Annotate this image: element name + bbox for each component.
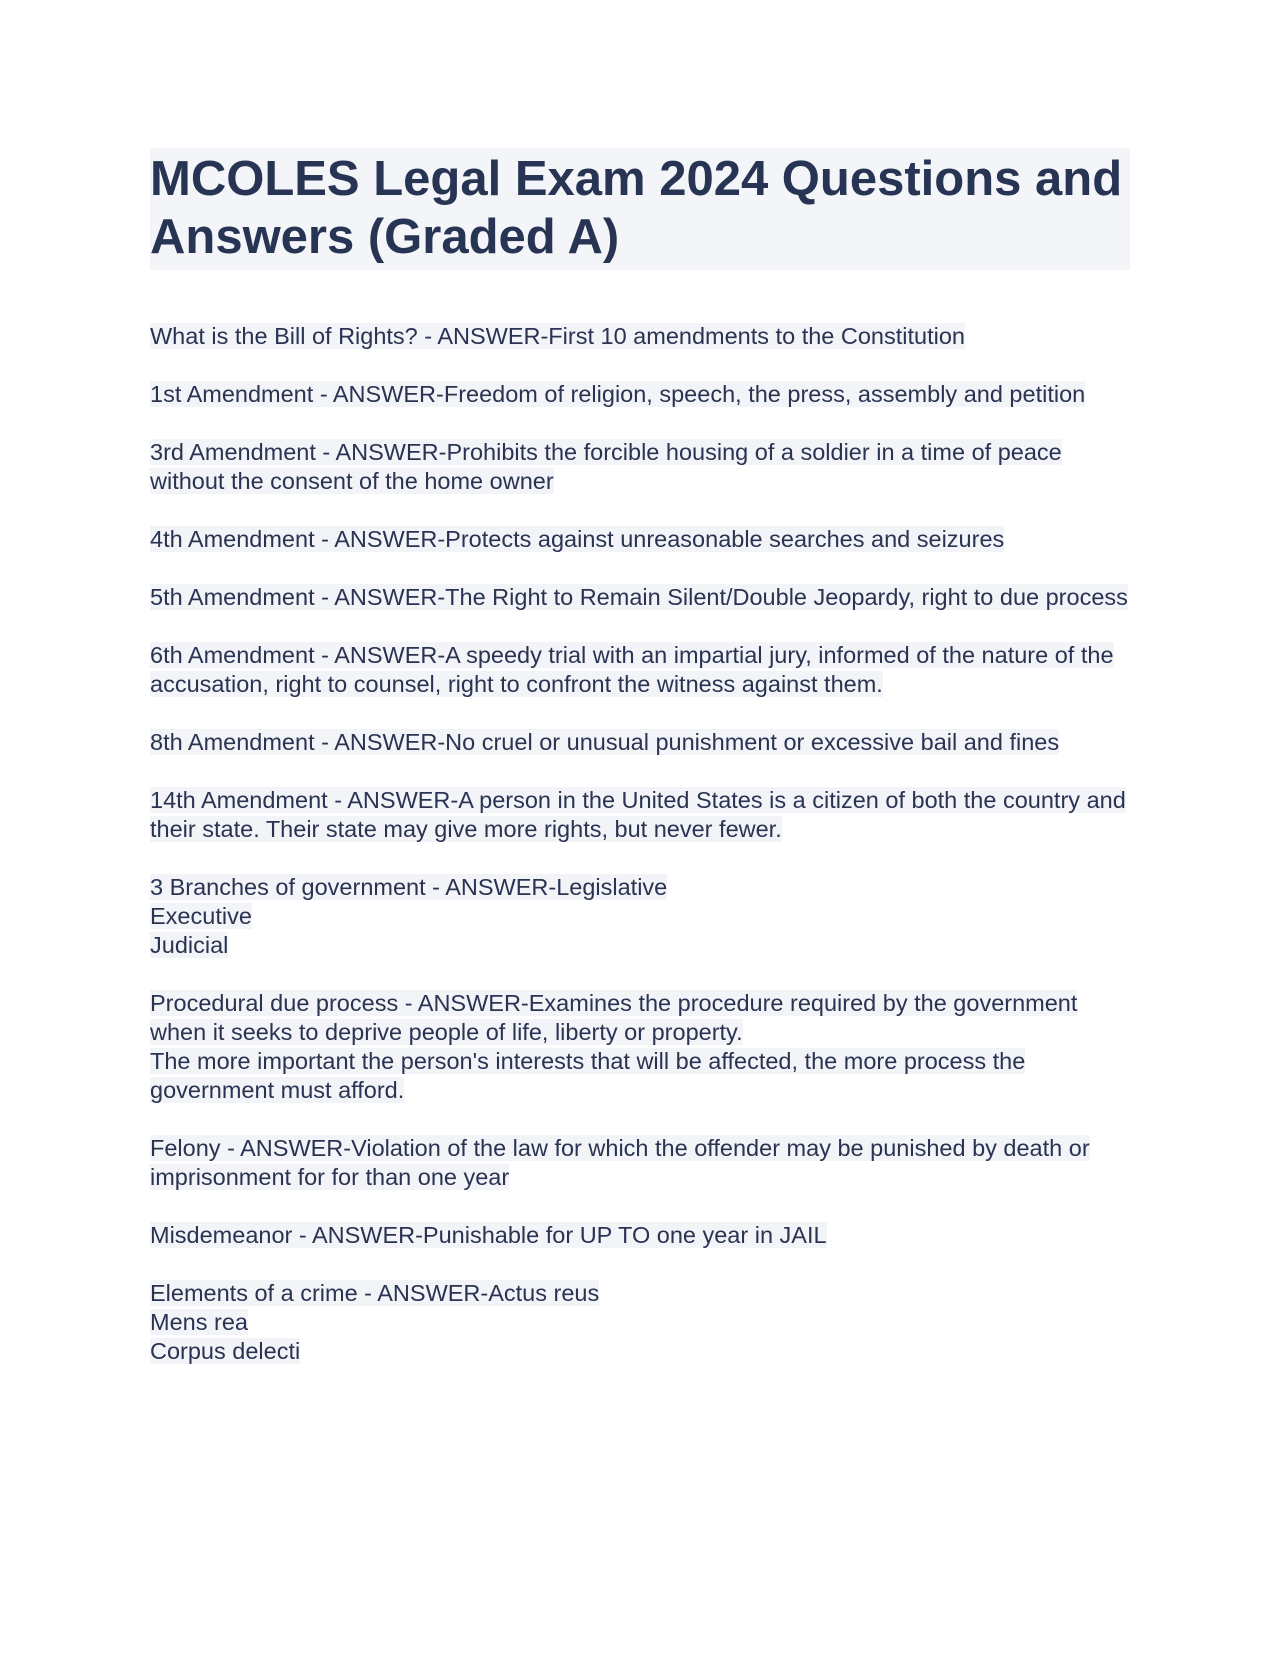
qa-question-answer xyxy=(150,641,1130,699)
qa-question-answer xyxy=(150,1221,1130,1250)
qa-text: 3rd Amendment - ANSWER-Prohibits the forcible housing of a soldier in a time of peace without the consent of the home owner xyxy=(150,439,1062,494)
qa-text: 5th Amendment - ANSWER-The Right to Remain Silent/Double Jeopardy, right to due process xyxy=(150,584,1128,610)
qa-text: 4th Amendment - ANSWER-Protects against unreasonable searches and seizures xyxy=(150,526,1005,552)
qa-entry xyxy=(150,786,1130,844)
qa-question-answer xyxy=(150,989,1130,1047)
qa-text: 1st Amendment - ANSWER-Freedom of religion, speech, the press, assembly and petition xyxy=(150,381,1086,407)
qa-answer-continuation xyxy=(150,1308,1130,1337)
qa-list xyxy=(150,322,1130,1366)
qa-entry xyxy=(150,525,1130,554)
document-page xyxy=(150,148,1130,1395)
qa-answer-continuation xyxy=(150,931,1130,960)
qa-text: Elements of a crime - ANSWER-Actus reus xyxy=(150,1280,600,1306)
qa-text: 3 Branches of government - ANSWER-Legislative xyxy=(150,874,668,900)
qa-question-answer xyxy=(150,1134,1130,1192)
qa-question-answer xyxy=(150,525,1130,554)
document-title: MCOLES Legal Exam 2024 Questions and Answers (Graded A) xyxy=(150,152,1123,264)
qa-question-answer xyxy=(150,873,1130,902)
qa-entry xyxy=(150,380,1130,409)
qa-text: The more important the person's interests that will be affected, the more process the government must afford. xyxy=(150,1048,1026,1103)
qa-text: Felony - ANSWER-Violation of the law for which the offender may be punished by death or imprisonment for for than one year xyxy=(150,1135,1090,1190)
qa-entry xyxy=(150,322,1130,351)
qa-entry xyxy=(150,728,1130,757)
qa-question-answer xyxy=(150,380,1130,409)
qa-entry xyxy=(150,1279,1130,1366)
qa-text: 14th Amendment - ANSWER-A person in the United States is a citizen of both the country and their state. Their state may give more rights, but never fewer. xyxy=(150,787,1126,842)
qa-text: Executive xyxy=(150,903,252,929)
qa-answer-continuation xyxy=(150,902,1130,931)
qa-question-answer xyxy=(150,583,1130,612)
qa-entry xyxy=(150,583,1130,612)
qa-text: Procedural due process - ANSWER-Examines the procedure required by the government when it seeks to deprive people of life, liberty or property. xyxy=(150,990,1078,1045)
qa-text: What is the Bill of Rights? - ANSWER-First 10 amendments to the Constitution xyxy=(150,323,965,349)
qa-entry xyxy=(150,438,1130,496)
qa-question-answer xyxy=(150,322,1130,351)
qa-question-answer xyxy=(150,438,1130,496)
qa-text: Corpus delecti xyxy=(150,1338,301,1364)
qa-text: 8th Amendment - ANSWER-No cruel or unusual punishment or excessive bail and fines xyxy=(150,729,1060,755)
qa-entry xyxy=(150,641,1130,699)
qa-text: Misdemeanor - ANSWER-Punishable for UP TO one year in JAIL xyxy=(150,1222,827,1248)
qa-text: Judicial xyxy=(150,932,229,958)
qa-text: 6th Amendment - ANSWER-A speedy trial with an impartial jury, informed of the nature of the accusation, right to counsel, right to confront the witness against them. xyxy=(150,642,1114,697)
qa-answer-continuation xyxy=(150,1047,1130,1105)
qa-question-answer xyxy=(150,786,1130,844)
qa-entry xyxy=(150,1221,1130,1250)
qa-entry xyxy=(150,989,1130,1105)
title-block xyxy=(150,148,1130,270)
qa-answer-continuation xyxy=(150,1337,1130,1366)
qa-question-answer xyxy=(150,1279,1130,1308)
qa-question-answer xyxy=(150,728,1130,757)
qa-text: Mens rea xyxy=(150,1309,248,1335)
qa-entry xyxy=(150,873,1130,960)
qa-entry xyxy=(150,1134,1130,1192)
